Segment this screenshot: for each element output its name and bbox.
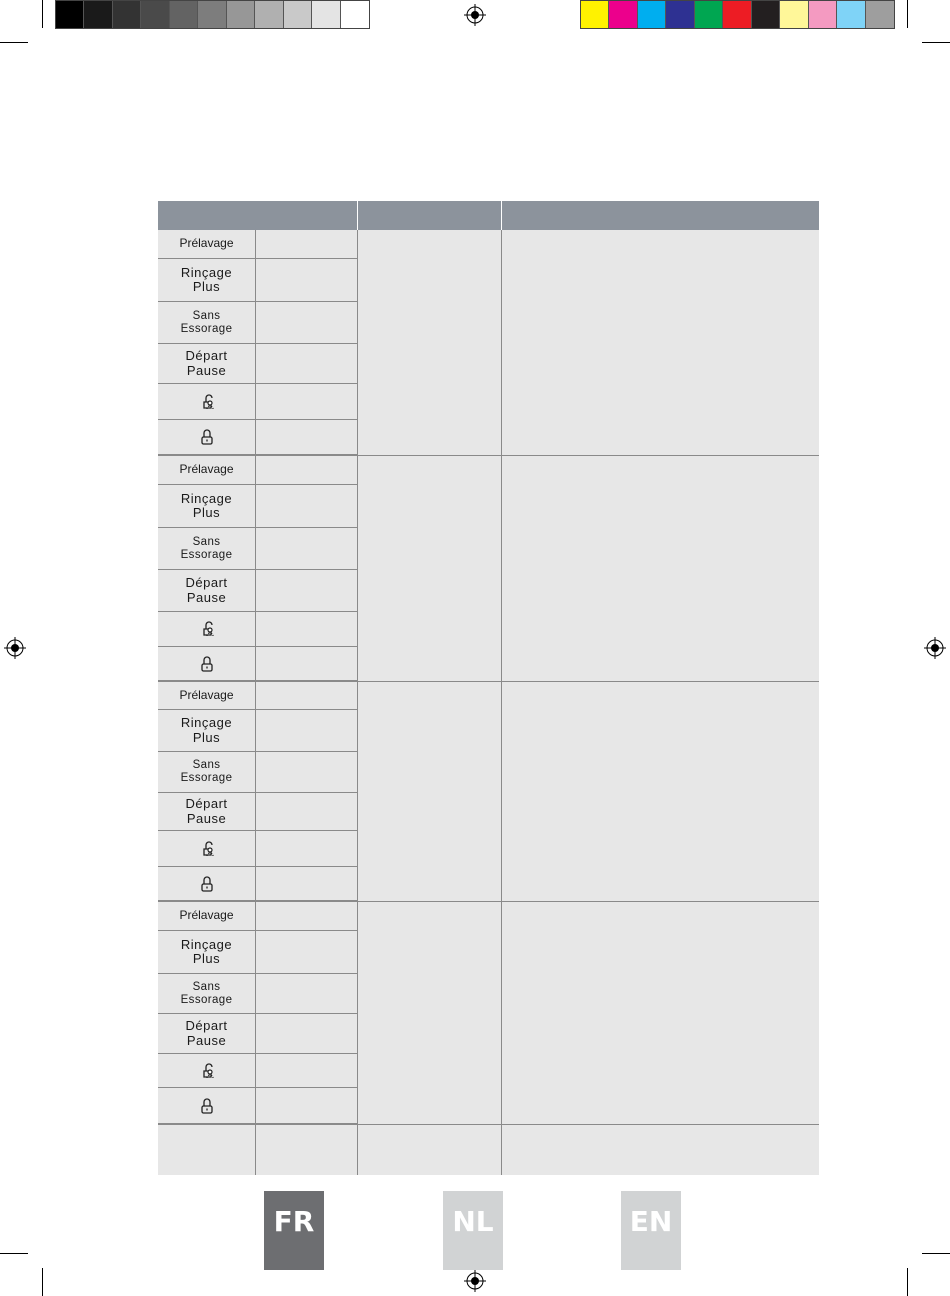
crop-mark [907, 0, 908, 28]
color-swatch [837, 1, 865, 28]
table-group [158, 681, 819, 901]
table-row [158, 612, 357, 647]
registration-mark-icon [464, 4, 486, 26]
crop-mark [42, 0, 43, 28]
color-swatch [752, 1, 780, 28]
color-swatch [609, 1, 637, 28]
option-label: Rinçage Plus [180, 715, 233, 745]
crop-mark [922, 1253, 950, 1254]
empty-cell [255, 831, 358, 866]
table-row [158, 230, 357, 259]
option-label: Départ Pause [185, 348, 228, 378]
option-label: Sans Essorage [180, 980, 233, 1006]
empty-cell [255, 230, 358, 258]
option-label: Prélavage [179, 687, 234, 702]
empty-cell [255, 1054, 358, 1087]
child-lock-icon [158, 831, 255, 866]
color-swatch [581, 1, 609, 28]
option-label: Prélavage [179, 236, 234, 251]
crop-mark [907, 1268, 908, 1296]
color-swatch [227, 1, 255, 28]
registration-mark-icon [464, 1270, 486, 1292]
option-label: Prélavage [179, 908, 234, 923]
color-swatch [666, 1, 694, 28]
empty-cell [255, 974, 358, 1013]
crop-mark [0, 42, 28, 43]
option-label: Sans Essorage [180, 309, 233, 335]
table-row [158, 259, 357, 302]
table-body [158, 230, 819, 1124]
color-swatch [56, 1, 84, 28]
option-label: Départ Pause [185, 575, 228, 605]
function-table [158, 201, 819, 1175]
door-lock-icon [158, 1088, 255, 1123]
table-row [158, 931, 357, 974]
empty-cell [255, 793, 358, 830]
empty-cell [255, 710, 358, 751]
empty-cell [255, 752, 358, 792]
empty-cell [255, 528, 358, 569]
language-tab-fr[interactable]: FR [264, 1191, 324, 1270]
table-header [158, 201, 819, 230]
table-row [158, 902, 357, 931]
color-swatch [809, 1, 837, 28]
option-label: Sans Essorage [180, 535, 233, 561]
color-swatch [113, 1, 141, 28]
child-lock-icon [158, 1054, 255, 1087]
empty-cell [255, 647, 358, 680]
empty-cell [255, 682, 358, 709]
table-row [158, 1054, 357, 1088]
table-group [158, 230, 819, 455]
table-row [158, 384, 357, 420]
table-row [158, 831, 357, 867]
empty-cell [255, 1088, 358, 1123]
color-swatch [723, 1, 751, 28]
process-color-bar [580, 0, 895, 29]
empty-cell [255, 302, 358, 343]
empty-cell [255, 456, 358, 484]
crop-mark [42, 1268, 43, 1296]
table-row [158, 485, 357, 528]
table-row [158, 752, 357, 793]
option-label: Rinçage Plus [180, 936, 233, 966]
child-lock-icon [158, 612, 255, 646]
empty-cell [255, 485, 358, 527]
child-lock-icon [158, 384, 255, 419]
empty-cell [255, 867, 358, 900]
registration-mark-icon [4, 637, 26, 659]
grayscale-color-bar [55, 0, 370, 29]
table-group [158, 901, 819, 1124]
empty-cell [255, 612, 358, 646]
color-swatch [284, 1, 312, 28]
table-row [158, 867, 357, 901]
language-tab-en[interactable]: EN [621, 1191, 681, 1270]
language-tab-nl[interactable]: NL [443, 1191, 503, 1270]
option-label: Rinçage Plus [180, 264, 233, 294]
table-row [158, 528, 357, 570]
door-lock-icon [158, 420, 255, 454]
table-row [158, 420, 357, 455]
table-last-row [158, 1124, 819, 1175]
option-label: Prélavage [179, 462, 234, 477]
empty-cell [255, 1014, 358, 1053]
color-swatch [866, 1, 894, 28]
door-lock-icon [158, 647, 255, 680]
table-row [158, 1088, 357, 1124]
color-swatch [255, 1, 283, 28]
empty-cell [255, 344, 358, 383]
table-row [158, 974, 357, 1014]
table-row [158, 647, 357, 681]
color-swatch [198, 1, 226, 28]
option-label: Départ Pause [185, 1018, 228, 1048]
table-row [158, 456, 357, 485]
empty-cell [255, 570, 358, 611]
table-row [158, 682, 357, 710]
color-swatch [84, 1, 112, 28]
table-row [158, 793, 357, 831]
empty-cell [255, 384, 358, 419]
table-row [158, 1014, 357, 1054]
table-group [158, 455, 819, 681]
option-label: Départ Pause [185, 796, 228, 826]
color-swatch [638, 1, 666, 28]
empty-cell [255, 931, 358, 973]
option-label: Rinçage Plus [180, 490, 233, 520]
table-row [158, 302, 357, 344]
registration-mark-icon [924, 637, 946, 659]
table-row [158, 344, 357, 384]
door-lock-icon [158, 867, 255, 900]
color-swatch [695, 1, 723, 28]
color-swatch [341, 1, 369, 28]
table-row [158, 710, 357, 752]
option-label: Sans Essorage [180, 759, 233, 784]
color-swatch [170, 1, 198, 28]
table-row [158, 570, 357, 612]
crop-mark [0, 1253, 28, 1254]
color-swatch [141, 1, 169, 28]
empty-cell [255, 420, 358, 454]
crop-mark [922, 42, 950, 43]
empty-cell [255, 259, 358, 301]
color-swatch [780, 1, 808, 28]
empty-cell [255, 902, 358, 930]
color-swatch [312, 1, 340, 28]
